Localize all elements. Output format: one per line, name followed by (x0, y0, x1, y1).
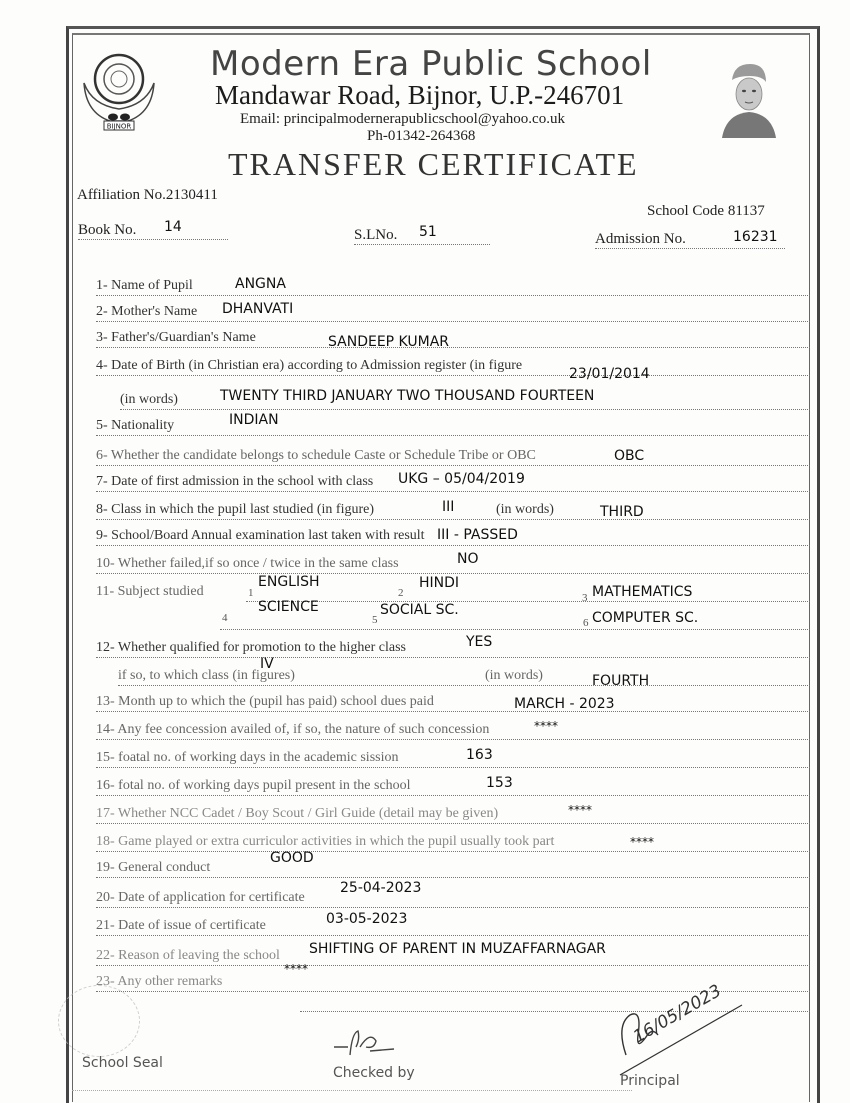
field-value-name: ANGNA (235, 276, 286, 292)
field-label: 22- Reason of leaving the school (96, 948, 280, 963)
field-row-application-date (96, 886, 810, 908)
field-label: 17- Whether NCC Cadet / Boy Scout / Girl Guide (detail may be given) (96, 806, 499, 821)
svg-text:BIJNOR: BIJNOR (106, 122, 132, 131)
certificate-title: TRANSFER CERTIFICATE (228, 146, 639, 182)
field-value-days-present: 153 (486, 775, 513, 791)
field-row-concession (96, 718, 810, 740)
subject-1: ENGLISH (258, 574, 320, 590)
field-label: 2- Mother's Name (96, 304, 198, 319)
checker-signature-icon (330, 1025, 400, 1061)
portrait-image (712, 58, 782, 144)
field-value-mother: DHANVATI (222, 301, 294, 317)
field-label: 21- Date of issue of certificate (96, 918, 266, 933)
field-value-last-class-words: THIRD (600, 504, 644, 520)
field-value-issue-date: 03-05-2023 (326, 911, 408, 927)
field-value-conduct: GOOD (270, 850, 314, 866)
field-row-name (96, 274, 810, 296)
field-row-promotion-class (118, 664, 810, 686)
field-label: 20- Date of application for certificate (96, 890, 305, 905)
field-label: if so, to which class (in figures) (118, 668, 295, 683)
field-label: 16- fotal no. of working days pupil present in the school (96, 778, 411, 793)
serial-number-label: S.LNo. (354, 227, 398, 243)
subject-4: SCIENCE (258, 599, 319, 615)
subject-number: 6 (583, 617, 589, 629)
field-row-games (96, 830, 810, 852)
school-seal-stamp (58, 985, 140, 1057)
subject-number: 1 (248, 587, 254, 599)
field-value-promotion: YES (466, 634, 493, 650)
field-row-category (96, 444, 810, 466)
field-row-working-days (96, 746, 810, 768)
checked-by-label: Checked by (333, 1065, 415, 1081)
field-value-ncc: **** (568, 803, 592, 817)
school-email: Email: principalmodernerapublicschool@yahoo.co.uk (240, 111, 565, 127)
field-label-in-words: (in words) (496, 502, 554, 517)
field-value-dob-words: TWENTY THIRD JANUARY TWO THOUSAND FOURTEEN (220, 388, 595, 404)
field-label: 13- Month up to which the (pupil has paid) school dues paid (96, 694, 434, 709)
field-label: 8- Class in which the pupil last studied (in figure) (96, 502, 375, 517)
field-label: 19- General conduct (96, 860, 211, 875)
school-code: School Code 81137 (647, 203, 765, 219)
field-label: 4- Date of Birth (in Christian era) according to Admission register (in figure (96, 358, 523, 373)
book-number-value: 14 (164, 219, 182, 235)
field-label: 3- Father's/Guardian's Name (96, 330, 256, 345)
field-label: 15- foatal no. of working days in the academic sission (96, 750, 399, 765)
field-label-in-words: (in words) (485, 668, 543, 683)
field-value-dob: 23/01/2014 (569, 366, 650, 382)
field-row-dues (96, 690, 810, 712)
field-value-application-date: 25-04-2023 (340, 880, 422, 896)
admission-number-label: Admission No. (595, 231, 686, 247)
field-row-ncc (96, 802, 810, 824)
field-label: 1- Name of Pupil (96, 278, 193, 293)
subject-2: HINDI (419, 575, 460, 591)
principal-label: Principal (620, 1073, 680, 1089)
school-logo-icon (80, 43, 158, 133)
field-value-dues: MARCH - 2023 (514, 696, 615, 712)
field-label: 6- Whether the candidate belongs to schedule Caste or Schedule Tribe or OBC (96, 448, 536, 463)
field-value-exam-result: III - PASSED (437, 527, 518, 543)
field-value-remarks: **** (284, 962, 308, 976)
subject-6: COMPUTER SC. (592, 610, 699, 626)
field-value-working-days: 163 (466, 747, 493, 763)
field-value-father: SANDEEP KUMAR (328, 334, 449, 350)
subject-number: 3 (582, 592, 588, 604)
field-row-mother (96, 300, 810, 322)
field-label: 9- School/Board Annual examination last taken with result (96, 528, 425, 543)
book-number-field (78, 222, 228, 240)
field-row-promotion (96, 636, 810, 658)
subject-number: 5 (372, 614, 378, 626)
field-value-failed: NO (457, 551, 479, 567)
field-value-promotion-class-words: FOURTH (592, 673, 650, 689)
field-value-leaving-reason: SHIFTING OF PARENT IN MUZAFFARNAGAR (309, 941, 606, 957)
field-row-conduct (96, 856, 810, 878)
field-row-issue-date (96, 914, 810, 936)
affiliation-number: Affiliation No.2130411 (77, 187, 218, 203)
field-value-last-class: III (442, 499, 455, 515)
field-label: 10- Whether failed,if so once / twice in the same class (96, 556, 399, 571)
field-label: 12- Whether qualified for promotion to the higher class (96, 640, 406, 655)
principal-signature-date: 16/05/2023 (630, 981, 725, 1048)
serial-number-value: 51 (419, 224, 437, 240)
field-row-failed (96, 552, 810, 574)
field-value-category: OBC (614, 448, 645, 464)
field-label: 11- Subject studied (96, 584, 204, 599)
field-label: (in words) (120, 392, 178, 407)
field-row-days-present (96, 774, 810, 796)
subject-5: SOCIAL SC. (380, 602, 459, 618)
school-address: Mandawar Road, Bijnor, U.P.-246701 (215, 80, 625, 110)
field-value-promotion-class: IV (260, 656, 274, 672)
field-row-nationality (96, 414, 810, 436)
school-seal-label: School Seal (82, 1055, 163, 1071)
field-label: 7- Date of first admission in the school with class (96, 474, 374, 489)
field-value-games: **** (630, 835, 654, 849)
subject-3: MATHEMATICS (592, 584, 693, 600)
admission-number-value: 16231 (733, 229, 778, 245)
field-label: 14- Any fee concession availed of, if so, the nature of such concession (96, 722, 490, 737)
field-row-dob (96, 354, 810, 376)
field-label: 5- Nationality (96, 418, 175, 433)
subject-number: 4 (222, 612, 228, 624)
school-phone: Ph-01342-264368 (367, 128, 476, 144)
field-value-nationality: INDIAN (229, 412, 279, 428)
field-row-father (96, 326, 810, 348)
field-value-first-admission: UKG – 05/04/2019 (398, 471, 525, 487)
school-name: Modern Era Public School (210, 44, 652, 84)
subject-number: 2 (398, 587, 404, 599)
field-label: 23- Any other remarks (96, 974, 223, 989)
book-number-label: Book No. (78, 222, 137, 238)
bottom-edge (72, 1090, 632, 1091)
field-value-concession: **** (534, 719, 558, 733)
field-label: 18- Game played or extra curriculor activities in which the pupil usually took part (96, 834, 555, 849)
